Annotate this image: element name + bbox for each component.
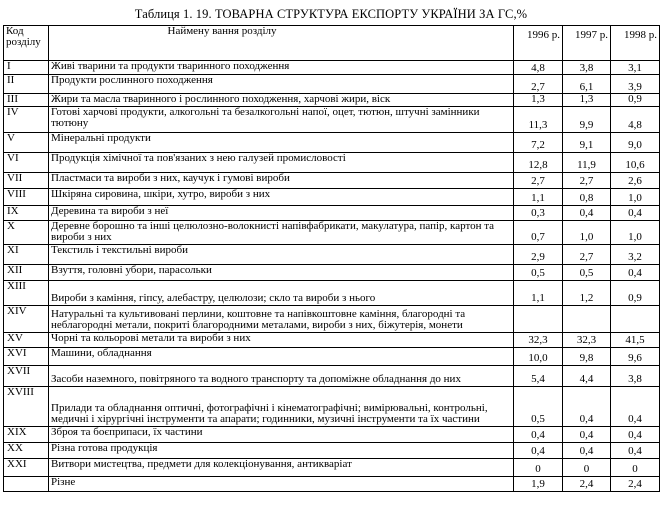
table-row bbox=[4, 442, 660, 458]
value-1996: 4,8 bbox=[514, 61, 563, 75]
header-name: Наймену вання розділу bbox=[49, 26, 514, 61]
row-name: Машини, обладнання bbox=[49, 347, 514, 365]
value-1997: 2,7 bbox=[563, 244, 611, 264]
header-1997: 1997 р. bbox=[563, 26, 611, 61]
value-1997: 9,8 bbox=[563, 347, 611, 365]
value-1998: 9,6 bbox=[611, 347, 660, 365]
value-1997: 1,3 bbox=[563, 94, 611, 107]
row-name: Готові харчові продукти, алкогольні та безалкогольні напої, оцет, тютюн, штучні замінники тютюну bbox=[49, 106, 514, 132]
row-name: Деревне борошно та інші целюлозно-волокнисті напівфабрикати, макулатура, папір, картон та вироби з них bbox=[49, 220, 514, 244]
value-1997: 0,4 bbox=[563, 426, 611, 442]
value-1996: 2,9 bbox=[514, 244, 563, 264]
row-code: XI bbox=[4, 244, 49, 264]
row-name: Продукти рослинного походження bbox=[49, 75, 514, 94]
row-name: Жири та масла тваринного і рослинного походження, харчові жири, віск bbox=[49, 94, 514, 107]
value-1996: 12,8 bbox=[514, 152, 563, 172]
value-1996: 0,7 bbox=[514, 220, 563, 244]
row-code: XVI bbox=[4, 347, 49, 365]
value-1997: 9,9 bbox=[563, 106, 611, 132]
row-name: Прилади та обладнання оптичні, фотографічні і кінематографічні; вимірювальні, контрольні, медичні і хірургічні інструменти та апарати; годинники, музичні інструменти та їх частини bbox=[49, 386, 514, 426]
value-1998 bbox=[611, 305, 660, 332]
value-1998: 0,4 bbox=[611, 426, 660, 442]
table-title: Таблиця 1. 19. ТОВАРНА СТРУКТУРА ЕКСПОРТУ УКРАЇНИ ЗА ГС,% bbox=[134, 7, 528, 21]
table-row bbox=[4, 280, 660, 305]
value-1998: 2,4 bbox=[611, 476, 660, 491]
value-1997: 32,3 bbox=[563, 332, 611, 347]
table-row bbox=[4, 61, 660, 75]
table-row bbox=[4, 332, 660, 347]
row-code: XXI bbox=[4, 458, 49, 476]
row-name: Різне bbox=[49, 476, 514, 491]
row-code: V bbox=[4, 132, 49, 152]
row-code: VI bbox=[4, 152, 49, 172]
header-1996: 1996 р. bbox=[514, 26, 563, 61]
value-1998: 0,4 bbox=[611, 205, 660, 220]
value-1998: 3,1 bbox=[611, 61, 660, 75]
value-1998: 4,8 bbox=[611, 106, 660, 132]
table-row bbox=[4, 426, 660, 442]
value-1996: 1,1 bbox=[514, 188, 563, 205]
table-row bbox=[4, 132, 660, 152]
value-1998: 3,2 bbox=[611, 244, 660, 264]
row-name: Текстиль і текстильні вироби bbox=[49, 244, 514, 264]
row-code: VII bbox=[4, 172, 49, 188]
value-1996: 7,2 bbox=[514, 132, 563, 152]
value-1997 bbox=[563, 305, 611, 332]
row-name: Вироби з каміння, гіпсу, алебастру, целюлози; скло та вироби з нього bbox=[49, 280, 514, 305]
value-1997: 0,4 bbox=[563, 386, 611, 426]
table-row bbox=[4, 458, 660, 476]
value-1998: 3,9 bbox=[611, 75, 660, 94]
table-row bbox=[4, 386, 660, 426]
value-1997: 0,5 bbox=[563, 264, 611, 280]
row-code: XV bbox=[4, 332, 49, 347]
value-1996: 10,0 bbox=[514, 347, 563, 365]
value-1996: 0,5 bbox=[514, 386, 563, 426]
value-1997: 0,4 bbox=[563, 205, 611, 220]
table-row bbox=[4, 305, 660, 332]
value-1996: 11,3 bbox=[514, 106, 563, 132]
table-row bbox=[4, 205, 660, 220]
row-code: XIX bbox=[4, 426, 49, 442]
row-code: XIV bbox=[4, 305, 49, 332]
value-1996: 0 bbox=[514, 458, 563, 476]
value-1997: 1,2 bbox=[563, 280, 611, 305]
row-name: Взуття, головні убори, парасольки bbox=[49, 264, 514, 280]
value-1997: 11,9 bbox=[563, 152, 611, 172]
table-row bbox=[4, 347, 660, 365]
table-row bbox=[4, 152, 660, 172]
table-row bbox=[4, 75, 660, 94]
value-1998: 0,9 bbox=[611, 94, 660, 107]
value-1998: 0,4 bbox=[611, 442, 660, 458]
row-name: Різна готова продукція bbox=[49, 442, 514, 458]
value-1998: 10,6 bbox=[611, 152, 660, 172]
row-code: XVIII bbox=[4, 386, 49, 426]
value-1996: 32,3 bbox=[514, 332, 563, 347]
export-structure-table bbox=[3, 25, 660, 492]
value-1997: 0 bbox=[563, 458, 611, 476]
value-1996: 1,3 bbox=[514, 94, 563, 107]
table-row bbox=[4, 244, 660, 264]
header-1998: 1998 р. bbox=[611, 26, 660, 61]
row-code: VIII bbox=[4, 188, 49, 205]
row-code: IX bbox=[4, 205, 49, 220]
row-code: IV bbox=[4, 106, 49, 132]
value-1998: 0,4 bbox=[611, 386, 660, 426]
header-code: Код розділу bbox=[4, 26, 49, 61]
value-1998: 0,9 bbox=[611, 280, 660, 305]
value-1996: 0,5 bbox=[514, 264, 563, 280]
value-1996: 1,9 bbox=[514, 476, 563, 491]
row-name: Продукція хімічної та пов'язаних з нею галузей промисловості bbox=[49, 152, 514, 172]
table-row bbox=[4, 220, 660, 244]
value-1996 bbox=[514, 305, 563, 332]
value-1996: 1,1 bbox=[514, 280, 563, 305]
table-row bbox=[4, 172, 660, 188]
value-1998: 41,5 bbox=[611, 332, 660, 347]
value-1997: 9,1 bbox=[563, 132, 611, 152]
value-1997: 4,4 bbox=[563, 365, 611, 386]
value-1998: 1,0 bbox=[611, 220, 660, 244]
row-name: Деревина та вироби з неї bbox=[49, 205, 514, 220]
table-row bbox=[4, 476, 660, 491]
value-1996: 0,3 bbox=[514, 205, 563, 220]
value-1998: 0 bbox=[611, 458, 660, 476]
row-code: III bbox=[4, 94, 49, 107]
table-row bbox=[4, 264, 660, 280]
value-1996: 2,7 bbox=[514, 75, 563, 94]
value-1998: 2,6 bbox=[611, 172, 660, 188]
table-row bbox=[4, 188, 660, 205]
row-name: Витвори мистецтва, предмети для колекціонування, антикваріат bbox=[49, 458, 514, 476]
value-1996: 5,4 bbox=[514, 365, 563, 386]
table-row bbox=[4, 365, 660, 386]
row-name: Пластмаси та вироби з них, каучук і гумові вироби bbox=[49, 172, 514, 188]
row-name: Шкіряна сировина, шкіри, хутро, вироби з них bbox=[49, 188, 514, 205]
row-code: XX bbox=[4, 442, 49, 458]
value-1997: 0,8 bbox=[563, 188, 611, 205]
value-1997: 1,0 bbox=[563, 220, 611, 244]
row-code bbox=[4, 476, 49, 491]
value-1998: 3,8 bbox=[611, 365, 660, 386]
value-1998: 1,0 bbox=[611, 188, 660, 205]
value-1996: 2,7 bbox=[514, 172, 563, 188]
value-1997: 2,4 bbox=[563, 476, 611, 491]
row-code: XII bbox=[4, 264, 49, 280]
table-row bbox=[4, 94, 660, 107]
value-1997: 0,4 bbox=[563, 442, 611, 458]
row-code: XVII bbox=[4, 365, 49, 386]
header-row bbox=[4, 26, 660, 61]
row-name: Зброя та боєприпаси, їх частини bbox=[49, 426, 514, 442]
row-code: XIII bbox=[4, 280, 49, 305]
value-1996: 0,4 bbox=[514, 426, 563, 442]
value-1998: 0,4 bbox=[611, 264, 660, 280]
row-code: X bbox=[4, 220, 49, 244]
value-1996: 0,4 bbox=[514, 442, 563, 458]
row-name: Мінеральні продукти bbox=[49, 132, 514, 152]
row-name: Чорні та кольорові метали та вироби з них bbox=[49, 332, 514, 347]
value-1997: 6,1 bbox=[563, 75, 611, 94]
table-row bbox=[4, 106, 660, 132]
row-name: Живі тварини та продукти тваринного походження bbox=[49, 61, 514, 75]
row-code: II bbox=[4, 75, 49, 94]
value-1997: 3,8 bbox=[563, 61, 611, 75]
row-name: Натуральні та культивовані перлини, коштовне та напівкоштовне каміння, благородні та неблагородні метали, покриті благородними металами, вироби з них, біжутерія, монети bbox=[49, 305, 514, 332]
row-code: I bbox=[4, 61, 49, 75]
value-1997: 2,7 bbox=[563, 172, 611, 188]
row-name: Засоби наземного, повітряного та водного транспорту та допоміжне обладнання до них bbox=[49, 365, 514, 386]
value-1998: 9,0 bbox=[611, 132, 660, 152]
